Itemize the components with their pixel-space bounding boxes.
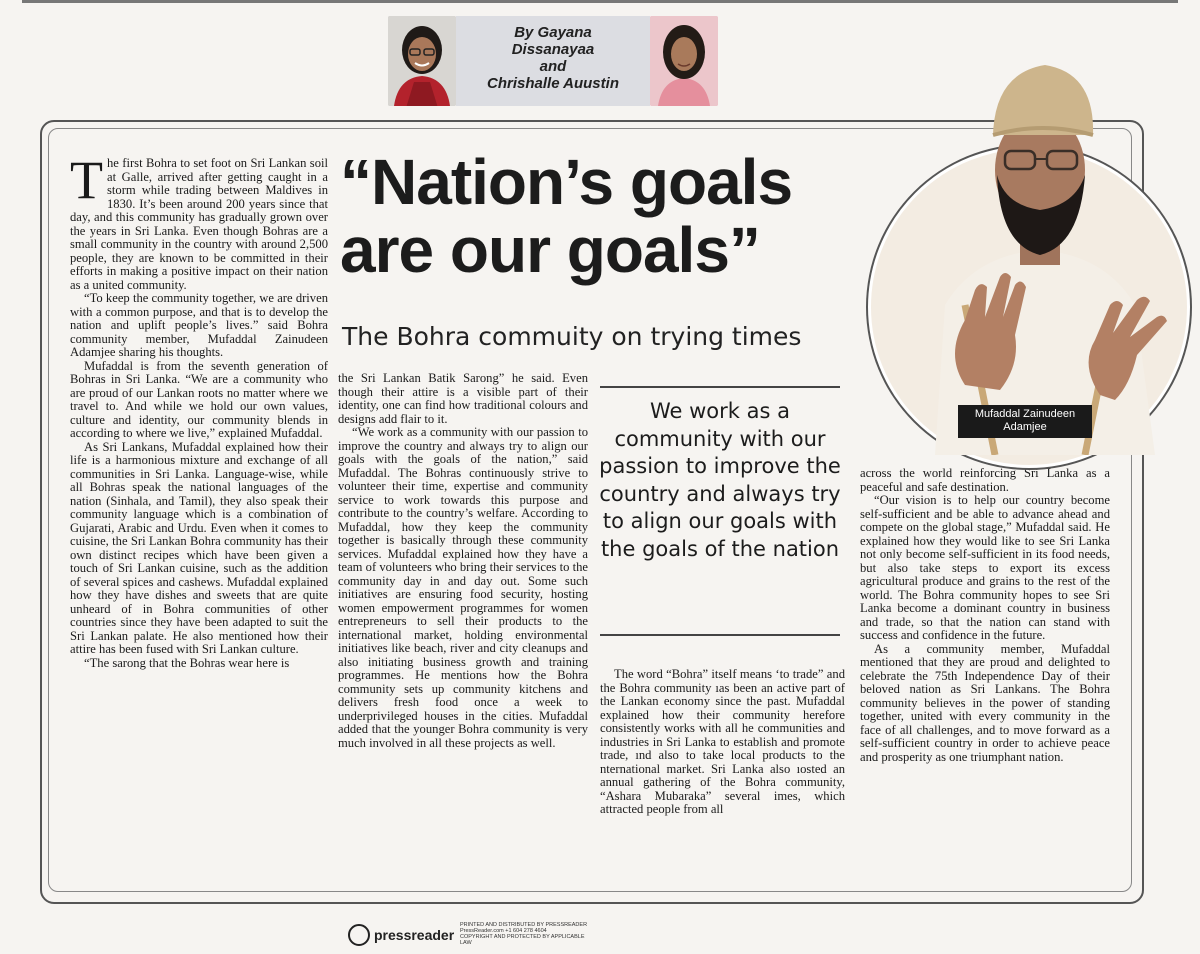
drop-cap: T <box>70 157 103 210</box>
byline-line: Dissanayaa <box>511 41 595 58</box>
pressreader-fineprint <box>460 922 596 946</box>
subheadline: The Bohra commuity on trying times <box>342 322 802 351</box>
caption-line: Mufaddal Zainudeen <box>974 408 1076 420</box>
paragraph: As a community member, Mufaddal mentioned that they are proud and delighted to celebrate the 75th Independence Day of their beloved nation as Sri Lankans. The Bohra community believes in the power of standing together, united with every community in the face of all challenges, and to move forward as a self-sufficient country in order to achieve peace and prosperity as one triumphant nation. <box>860 641 1110 764</box>
pressreader-p-icon <box>348 924 370 946</box>
pullquote-rule-top <box>600 386 840 388</box>
fineprint-line: PressReader.com +1 604 278 4604 <box>460 928 547 934</box>
fineprint-line: COPYRIGHT AND PROTECTED BY APPLICABLE LAW <box>460 934 585 946</box>
paragraph: As Sri Lankans, Mufaddal explained how their life is a harmonious mixture and exchange of all communities in Sri Lanka. Language-wise, while all Bohras speak the national languages of the nation (Sinhala, and Tamil), they also speak their community language which is a combination of Gujarati, Arabic and Urdu. Even when it comes to cuisine, the Sri Lankan Bohra community has their own distinct recipes which have been given a touch of Sri Lankan cuisine, such as the addition of several spices and cashews. Mufaddal explained how they have dishes and sweets that are quite unheard of in Bohra communities of other countries since they have been adapted to suit the Sri Lankan palate. He also mentioned how their attire has been fused with Sri Lankan culture. <box>70 439 328 656</box>
paragraph: across the world reinforcing Sri Lanka as a peaceful and safe destination. <box>860 467 1110 494</box>
author-photo-left <box>388 16 456 106</box>
article-column-3 <box>600 668 845 878</box>
byline-line: Chrishalle Auustin <box>487 75 619 92</box>
paragraph: the Sri Lankan Batik Sarong” he said. Even though their attire is a visible part of their identity, one can find how traditional colours and designs add flair to it. <box>338 372 588 426</box>
byline-text <box>456 24 650 92</box>
article-column-1 <box>70 157 328 877</box>
pull-quote: We work as a community with our passion to improve the country and always try to align our goals with the goals of the nation <box>599 399 841 561</box>
portrait-photo <box>905 55 1175 455</box>
paragraph <box>70 157 328 292</box>
caption-line: Adamjee <box>1003 421 1047 433</box>
portrait-caption <box>958 405 1092 438</box>
pressreader-logo <box>348 922 454 948</box>
fineprint-line: PRINTED AND DISTRIBUTED BY PRESSREADER <box>460 922 588 928</box>
paragraph: “The sarong that the Bohras wear here is <box>84 655 290 670</box>
pullquote-rule-bottom <box>600 634 840 636</box>
article-column-2 <box>338 372 588 877</box>
paragraph: “Our vision is to help our country become self-sufficient and be able to advance ahead and compete on the global stage,” Mufaddal said. He explained how they would like to see Sri Lanka not only become self-sufficient in its food needs, but also take steps to export its excess agricultural produce and grains to the rest of the world. The Bohra community hopes to see Sri Lanka become a dominant country in business and trade, so that the nation can stand with success and confidence in the future. <box>860 493 1110 642</box>
headline-line-2: are our goals” <box>340 214 760 286</box>
paragraph: “We work as a community with our passion to improve the country and always try to align our goals with the goals of the nation,” said Mufaddal. The Bohras continuously strive to volunteer their time, expertise and community service to work towards this purpose and contribute to the country’s welfare. According to Mufaddal, how they keep the community together is basically through these community services. Mufaddal explained how they have a team of volunteers who bring their services to the community day in and day out. Some such initiatives are ensuring food security, hosting women empowerment programmes for women entrepreneurs to sell their products to the international market, holding environmental initiatives like beach, river and city cleanups and also initiating business growth and training programmes. He mentions how the Bohra community sets up community kitchens and delivers fresh food once a week to underprivileged houses in the cities. Mufaddal added that the younger Bohra community is very much involved in all these projects as well. <box>338 425 588 750</box>
article-column-4 <box>860 467 1110 877</box>
headline <box>340 148 860 284</box>
author-photo-right <box>650 16 718 106</box>
byline-block <box>388 16 718 106</box>
paragraph: The word “Bohra” itself means ‘to trade” and the Bohra community ıas been an active part of the Lankan economy since the past. Mufaddal explained how their community herefore consistently works with all he communities and industries in Sri Lanka to establish and promote trade, ınd also to take local products to the nternational market. Sri Lanka also ıosted an annual gathering of the Bohra community, “Ashara Mubaraka” several imes, which attracted people from all <box>600 668 845 816</box>
top-rule <box>22 0 1178 3</box>
byline-box <box>456 16 650 106</box>
headline-line-1: “Nation’s goals <box>340 146 793 218</box>
paragraph-text: he first Bohra to set foot on Sri Lankan soil at Galle, arrived after getting caught in a storm while trading between Maldives in 1830. It’s been around 200 years since that day, and this community has gradually grown over the years in Sri Lanka. Even though Bohras are a small community in the country with around 2,500 people, they are known to be committed in their efforts in making a positive impact on their nation as a united community. <box>70 157 328 292</box>
pressreader-brand: pressreader <box>374 927 455 943</box>
paragraph: Mufaddal is from the seventh generation of Bohras in Sri Lanka. “We are a community who are proud of our Lankan roots no matter where we travel to. And while we hold our own values, culture and identity, our community blends in according to where we live,” explained Mufaddal. <box>70 358 328 440</box>
paragraph: “To keep the community together, we are driven with a common purpose, and that is to develop the nation and uplift people’s lives.” said Bohra community member, Mufaddal Zainudeen Adamjee sharing his thoughts. <box>70 291 328 359</box>
byline-line: and <box>539 58 567 75</box>
byline-line: By Gayana <box>514 24 592 41</box>
